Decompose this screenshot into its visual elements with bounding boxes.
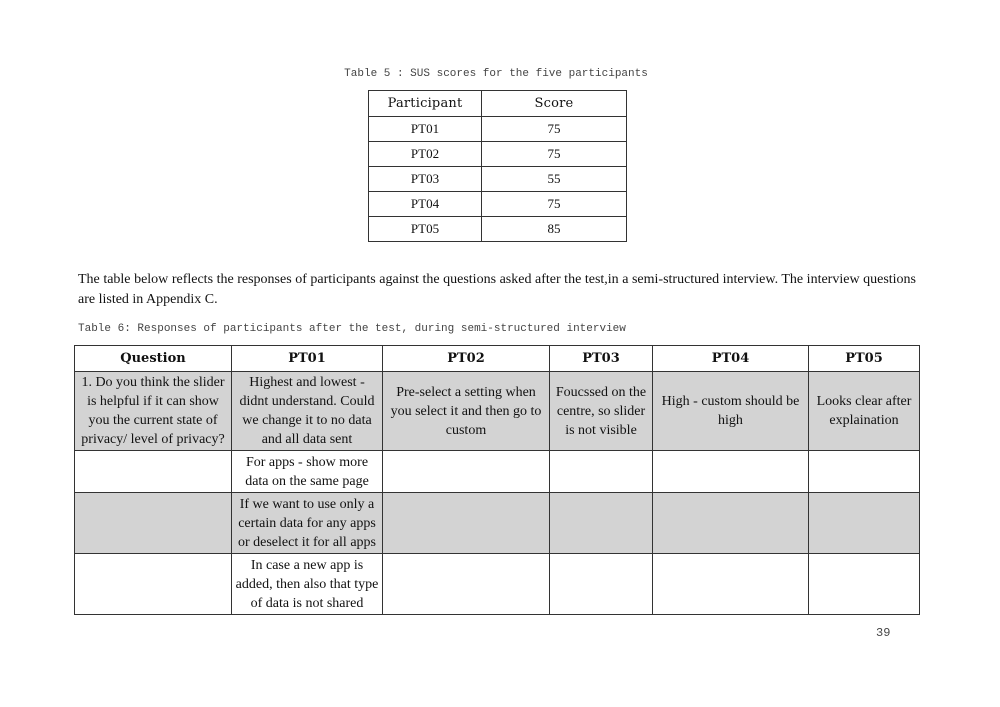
pt05-cell xyxy=(809,451,920,493)
table-row xyxy=(369,217,627,242)
pt04-cell xyxy=(653,451,809,493)
score-cell: 75 xyxy=(482,117,627,142)
page-number: 39 xyxy=(876,626,891,640)
table-row xyxy=(75,493,920,554)
table-6-caption: Table 6: Responses of participants after the test, during semi-structured interview xyxy=(78,323,626,335)
participant-cell: PT03 xyxy=(369,167,482,192)
body-paragraph: The table below reflects the responses of participants against the questions asked after the test,in a semi-structured interview. The interview questions are listed in Appendix C. xyxy=(78,272,916,307)
participant-cell: PT02 xyxy=(369,142,482,167)
sus-scores-table xyxy=(368,90,627,242)
participant-cell: PT05 xyxy=(369,217,482,242)
header-pt04: PT04 xyxy=(653,346,809,372)
pt04-cell xyxy=(653,493,809,554)
pt01-cell: In case a new app is added, then also that type of data is not shared xyxy=(232,554,383,615)
pt02-cell xyxy=(383,493,550,554)
table-row xyxy=(369,117,627,142)
pt03-cell xyxy=(550,451,653,493)
question-cell xyxy=(75,493,232,554)
table-row xyxy=(369,167,627,192)
question-cell xyxy=(75,451,232,493)
score-cell: 85 xyxy=(482,217,627,242)
score-cell: 55 xyxy=(482,167,627,192)
pt03-cell xyxy=(550,554,653,615)
pt05-cell xyxy=(809,493,920,554)
pt02-cell xyxy=(383,554,550,615)
question-cell: 1. Do you think the slider is helpful if it can show you the current state of privacy/ level of privacy? xyxy=(75,372,232,451)
pt04-cell: High - custom should be high xyxy=(653,372,809,451)
pt01-cell: Highest and lowest - didnt understand. Could we change it to no data and all data sent xyxy=(232,372,383,451)
participant-cell: PT04 xyxy=(369,192,482,217)
header-pt05: PT05 xyxy=(809,346,920,372)
table-header-row xyxy=(369,91,627,117)
table-header-row xyxy=(75,346,920,372)
score-cell: 75 xyxy=(482,142,627,167)
table-row xyxy=(75,451,920,493)
pt01-cell: If we want to use only a certain data for any apps or deselect it for all apps xyxy=(232,493,383,554)
pt03-cell xyxy=(550,493,653,554)
pt02-cell: Pre-select a setting when you select it and then go to custom xyxy=(383,372,550,451)
responses-table xyxy=(74,345,920,615)
header-participant: Participant xyxy=(369,91,482,117)
pt01-cell: For apps - show more data on the same page xyxy=(232,451,383,493)
participant-cell: PT01 xyxy=(369,117,482,142)
table-row xyxy=(369,192,627,217)
pt02-cell xyxy=(383,451,550,493)
pt05-cell xyxy=(809,554,920,615)
table-row xyxy=(369,142,627,167)
header-question: Question xyxy=(75,346,232,372)
score-cell: 75 xyxy=(482,192,627,217)
header-pt02: PT02 xyxy=(383,346,550,372)
header-pt03: PT03 xyxy=(550,346,653,372)
table-row xyxy=(75,554,920,615)
question-cell xyxy=(75,554,232,615)
pt04-cell xyxy=(653,554,809,615)
header-pt01: PT01 xyxy=(232,346,383,372)
pt03-cell: Foucssed on the centre, so slider is not visible xyxy=(550,372,653,451)
pt05-cell: Looks clear after explaination xyxy=(809,372,920,451)
table-row xyxy=(75,372,920,451)
header-score: Score xyxy=(482,91,627,117)
table-5-caption: Table 5 : SUS scores for the five participants xyxy=(344,68,648,80)
